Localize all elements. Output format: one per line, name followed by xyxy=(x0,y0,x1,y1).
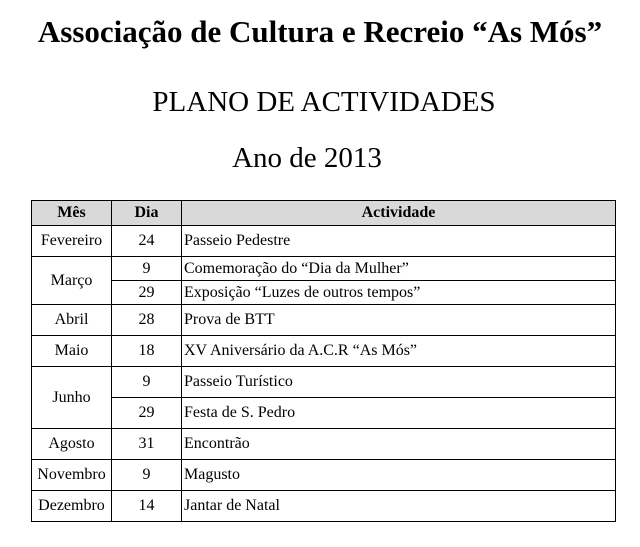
month-cell: Fevereiro xyxy=(32,226,112,257)
table-row xyxy=(32,305,616,336)
organization-title: Associação de Cultura e Recreio “As Mós” xyxy=(37,14,603,49)
day-cell: 18 xyxy=(112,336,182,367)
table-row xyxy=(32,429,616,460)
column-header-day: Dia xyxy=(112,201,182,226)
table-row xyxy=(32,398,616,429)
table-row xyxy=(32,336,616,367)
day-cell: 9 xyxy=(112,257,182,281)
activity-cell: Comemoração do “Dia da Mulher” xyxy=(182,257,616,281)
month-cell: Maio xyxy=(32,336,112,367)
day-cell: 29 xyxy=(112,398,182,429)
activity-cell: Magusto xyxy=(182,460,616,491)
column-header-month: Mês xyxy=(32,201,112,226)
activity-cell: Prova de BTT xyxy=(182,305,616,336)
activity-cell: Jantar de Natal xyxy=(182,491,616,522)
table-row xyxy=(32,226,616,257)
activity-cell: Exposição “Luzes de outros tempos” xyxy=(182,281,616,305)
day-cell: 31 xyxy=(112,429,182,460)
table-row xyxy=(32,491,616,522)
month-cell: Março xyxy=(32,257,112,305)
month-cell: Agosto xyxy=(32,429,112,460)
activity-cell: XV Aniversário da A.C.R “As Mós” xyxy=(182,336,616,367)
day-cell: 28 xyxy=(112,305,182,336)
table-row xyxy=(32,257,616,281)
month-cell: Abril xyxy=(32,305,112,336)
activity-cell: Festa de S. Pedro xyxy=(182,398,616,429)
activity-cell: Passeio Pedestre xyxy=(182,226,616,257)
day-cell: 9 xyxy=(112,367,182,398)
table-row xyxy=(32,460,616,491)
year-title: Ano de 2013 xyxy=(232,142,382,174)
activity-cell: Encontrão xyxy=(182,429,616,460)
month-cell: Dezembro xyxy=(32,491,112,522)
activity-cell: Passeio Turístico xyxy=(182,367,616,398)
day-cell: 14 xyxy=(112,491,182,522)
plan-title: PLANO DE ACTIVIDADES xyxy=(152,86,496,118)
day-cell: 29 xyxy=(112,281,182,305)
day-cell: 24 xyxy=(112,226,182,257)
table-row xyxy=(32,367,616,398)
month-cell: Novembro xyxy=(32,460,112,491)
table-header-row xyxy=(32,201,616,226)
column-header-activity: Actividade xyxy=(182,201,616,226)
table-row xyxy=(32,281,616,305)
month-cell: Junho xyxy=(32,367,112,429)
day-cell: 9 xyxy=(112,460,182,491)
activities-table xyxy=(31,200,616,522)
